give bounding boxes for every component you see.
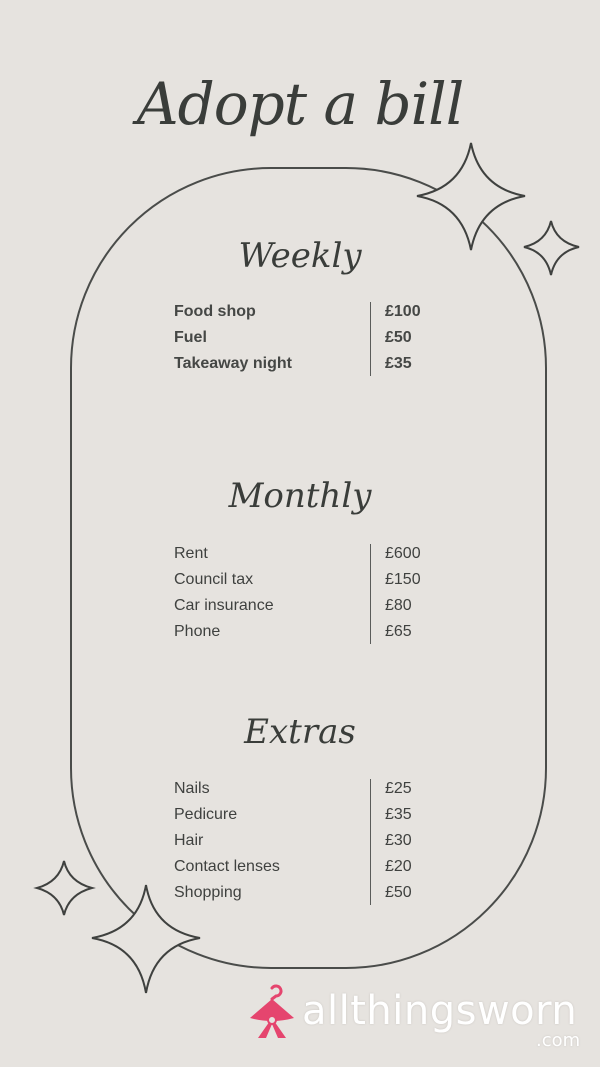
hanger-bow-icon <box>244 984 300 1044</box>
item-price: £50 <box>385 329 412 346</box>
item-price: £25 <box>385 780 412 797</box>
list-item <box>174 351 454 377</box>
list-item <box>174 854 454 880</box>
item-name: Pedicure <box>174 806 238 823</box>
list-item <box>174 299 454 325</box>
watermark-logo <box>244 984 600 1054</box>
extras-heading: Extras <box>244 712 356 752</box>
item-price: £35 <box>385 355 412 372</box>
weekly-heading: Weekly <box>238 236 362 276</box>
weekly-list <box>174 299 454 377</box>
item-price: £600 <box>385 545 421 562</box>
list-item <box>174 325 454 351</box>
sparkle-icon <box>524 221 579 275</box>
list-item <box>174 802 454 828</box>
item-name: Hair <box>174 832 204 849</box>
item-price: £35 <box>385 806 412 823</box>
sparkle-icon <box>37 861 92 915</box>
item-name: Food shop <box>174 303 256 320</box>
page-title: Adopt a bill <box>136 70 464 138</box>
item-name: Council tax <box>174 571 254 588</box>
item-price: £150 <box>385 571 421 588</box>
monthly-heading: Monthly <box>228 476 372 516</box>
brand-suffix: .com <box>536 1030 581 1051</box>
item-price: £100 <box>385 303 421 320</box>
sparkle-icon <box>417 143 525 250</box>
item-price: £50 <box>385 884 412 901</box>
list-item <box>174 880 454 906</box>
list-item <box>174 541 454 567</box>
item-name: Fuel <box>174 329 207 346</box>
item-name: Contact lenses <box>174 858 280 875</box>
list-item <box>174 619 454 645</box>
list-item <box>174 776 454 802</box>
list-item <box>174 593 454 619</box>
item-name: Phone <box>174 623 221 640</box>
item-name: Rent <box>174 545 208 562</box>
item-name: Takeaway night <box>174 355 292 372</box>
item-price: £20 <box>385 858 412 875</box>
item-name: Shopping <box>174 884 242 901</box>
item-name: Nails <box>174 780 210 797</box>
item-price: £80 <box>385 597 412 614</box>
item-price: £30 <box>385 832 412 849</box>
list-item <box>174 567 454 593</box>
item-name: Car insurance <box>174 597 274 614</box>
extras-list <box>174 776 454 906</box>
brand-name: allthingsworn <box>302 988 578 1034</box>
monthly-list <box>174 541 454 645</box>
list-item <box>174 828 454 854</box>
item-price: £65 <box>385 623 412 640</box>
